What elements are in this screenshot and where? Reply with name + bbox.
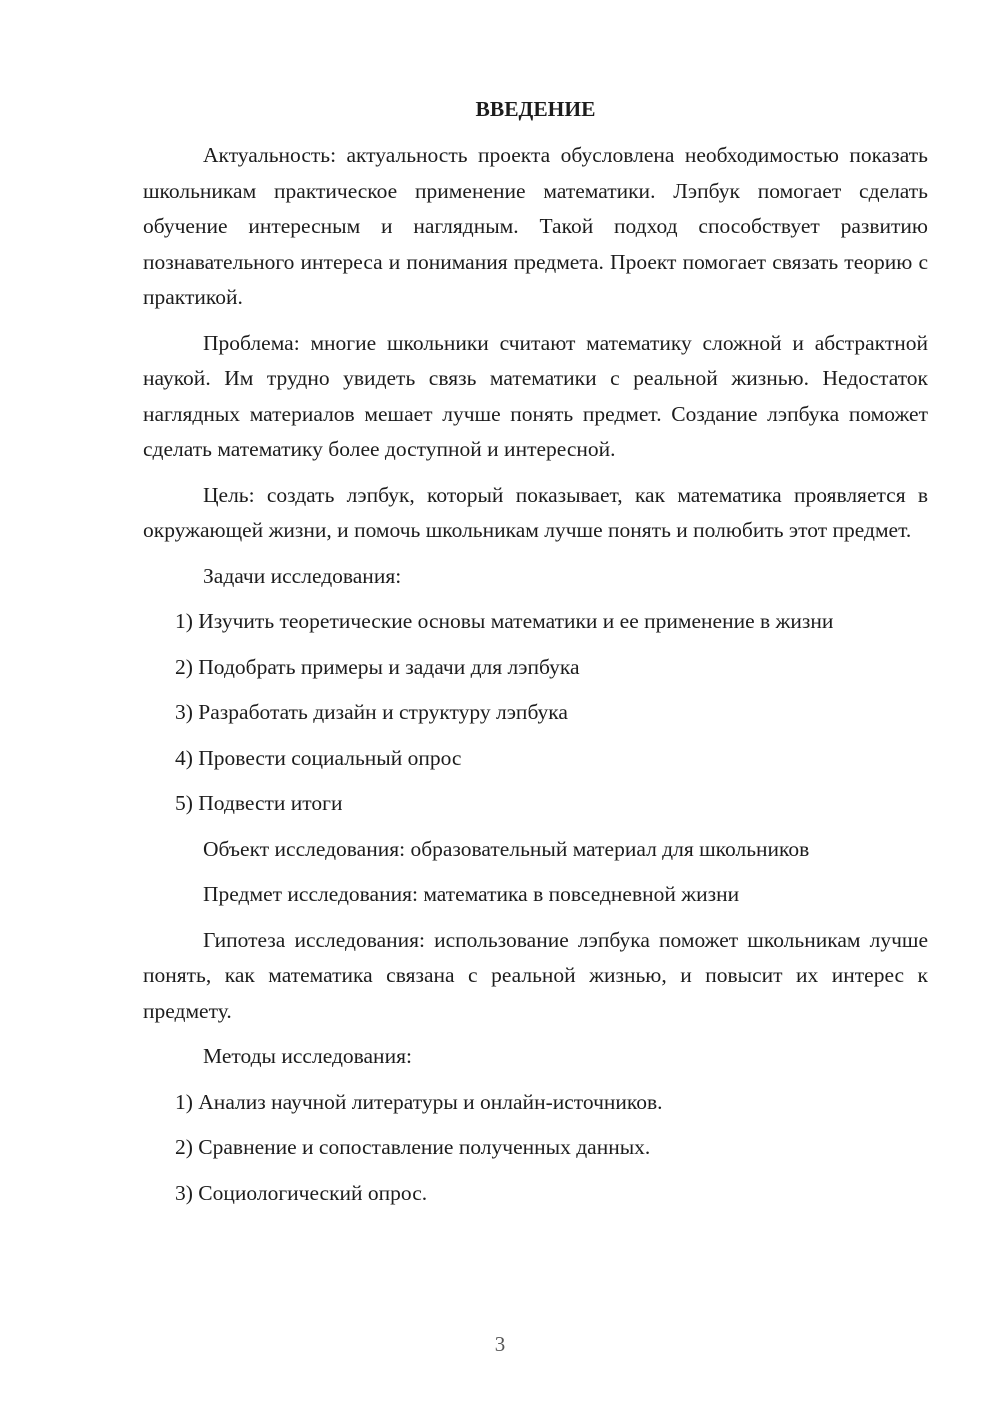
list-item: 2) Сравнение и сопоставление полученных данных. (175, 1135, 651, 1159)
problem-paragraph: Проблема: многие школьники считают математику сложной и абстрактной наукой. Им трудно увидеть связь математики с реальной жизнью. Недостаток наглядных материалов мешает лучше понять предмет. Создание лэпбука поможет сделать математику более доступной и интересной. (143, 330, 928, 461)
methods-list (143, 1085, 928, 1212)
tasks-list (143, 604, 928, 822)
list-item: 1) Анализ научной литературы и онлайн-источников. (175, 1089, 663, 1114)
list-item: 1) Изучить теоретические основы математики и ее применение в жизни (175, 609, 834, 633)
page-number: 3 (494, 1332, 506, 1356)
methods-heading: Методы исследования: (203, 1044, 412, 1068)
section-title: ВВЕДЕНИЕ (475, 97, 596, 121)
list-item: 3) Социологический опрос. (175, 1180, 428, 1205)
list-item: 2) Подобрать примеры и задачи для лэпбука (175, 654, 580, 679)
list-item: 5) Подвести итоги (175, 791, 343, 815)
relevance-paragraph: Актуальность: актуальность проекта обусловлена необходимостью показать школьникам практическое применение математики. Лэпбук помогает сделать обучение интересным и наглядным. Такой подход способствует развитию познавательного интереса и понимания предмета. Проект помогает связать теорию с практикой. (143, 143, 928, 309)
subject-paragraph: Предмет исследования: математика в повседневной жизни (203, 882, 740, 906)
hypothesis-paragraph: Гипотеза исследования: использование лэпбука поможет школьникам лучше понять, как математика связана с реальной жизнью, и повысит их интерес к предмету. (143, 927, 928, 1023)
document-page (143, 92, 928, 1221)
tasks-heading: Задачи исследования: (203, 563, 402, 588)
object-paragraph: Объект исследования: образовательный материал для школьников (203, 836, 810, 861)
list-item: 4) Провести социальный опрос (175, 745, 462, 770)
goal-paragraph: Цель: создать лэпбук, который показывает, как математика проявляется в окружающей жизни, и помочь школьникам лучше понять и полюбить этот предмет. (143, 482, 928, 542)
list-item: 3) Разработать дизайн и структуру лэпбука (175, 700, 568, 724)
